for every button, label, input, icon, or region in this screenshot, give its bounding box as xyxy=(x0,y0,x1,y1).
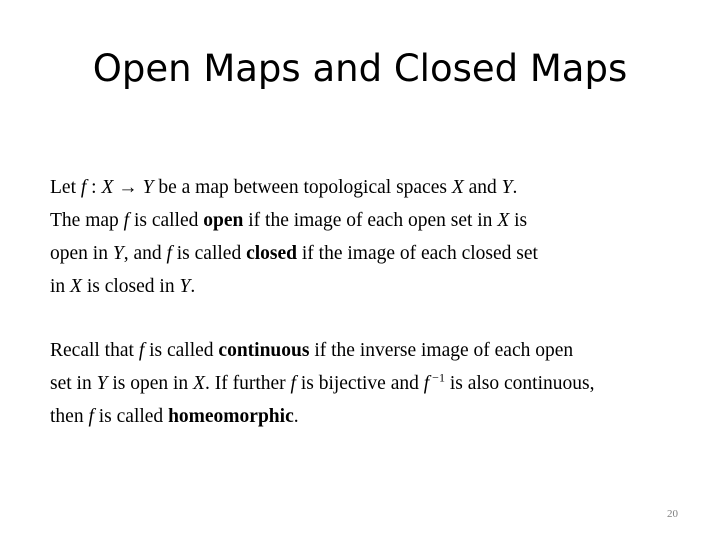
term-continuous: continuous xyxy=(218,340,310,361)
text: . If further xyxy=(204,373,291,394)
term-open: open xyxy=(203,210,244,231)
math-symbol: Y xyxy=(96,373,108,394)
page-number: 20 xyxy=(667,508,678,520)
text-line xyxy=(50,367,594,400)
text: , and xyxy=(123,243,167,264)
math-symbol: X xyxy=(451,177,464,198)
text: The map xyxy=(50,210,124,231)
math-symbol: f xyxy=(123,210,130,231)
text: is bijective and xyxy=(295,373,424,394)
text: is xyxy=(509,210,528,231)
text: if the image of each closed set xyxy=(297,243,538,264)
math-symbol: f xyxy=(290,373,296,394)
text-line xyxy=(50,204,538,237)
text: be a map between topological spaces xyxy=(153,177,452,198)
text: is called xyxy=(129,210,204,231)
text-line xyxy=(50,334,594,367)
text: set in xyxy=(50,373,97,394)
text: in xyxy=(50,276,71,297)
math-symbol: f xyxy=(138,340,145,361)
text: Let xyxy=(50,177,81,198)
math-symbol: X xyxy=(193,373,205,394)
text: is open in xyxy=(107,373,194,394)
term-homeomorphic: homeomorphic xyxy=(168,406,294,427)
math-symbol: f xyxy=(423,373,430,394)
text: is called xyxy=(171,243,247,264)
math-symbol: Y xyxy=(112,243,124,264)
text: if the inverse image of each open xyxy=(309,340,574,361)
text: . xyxy=(293,406,299,427)
math-symbol: Y xyxy=(142,177,154,198)
text: Recall that xyxy=(50,340,139,361)
text: . xyxy=(512,177,518,198)
text-line xyxy=(50,171,538,204)
text: is closed in xyxy=(81,276,180,297)
text: is called xyxy=(93,406,169,427)
text: open in xyxy=(50,243,113,264)
text: if the image of each open set in xyxy=(243,210,498,231)
recall-paragraph xyxy=(50,334,594,433)
definition-paragraph xyxy=(50,171,538,303)
text-line xyxy=(50,400,594,433)
text-line xyxy=(50,237,538,270)
math-symbol: X xyxy=(497,210,510,231)
text: then xyxy=(50,406,89,427)
math-symbol: X xyxy=(101,177,114,198)
math-symbol: f xyxy=(80,177,87,198)
text: is called xyxy=(144,340,219,361)
text: and xyxy=(463,177,502,198)
math-symbol: f xyxy=(166,243,172,264)
math-symbol: X xyxy=(70,276,82,297)
text: is also continuous, xyxy=(444,373,595,394)
arrow-symbol: → xyxy=(113,177,143,198)
text: . xyxy=(190,276,196,297)
term-closed: closed xyxy=(246,243,297,264)
math-symbol: f xyxy=(88,406,94,427)
slide-title: Open Maps and Closed Maps xyxy=(92,47,628,90)
text-line xyxy=(50,270,538,303)
math-symbol: Y xyxy=(501,177,513,198)
math-symbol: Y xyxy=(179,276,191,297)
inverse-exponent: −1 xyxy=(429,370,445,385)
text: : xyxy=(86,177,102,198)
